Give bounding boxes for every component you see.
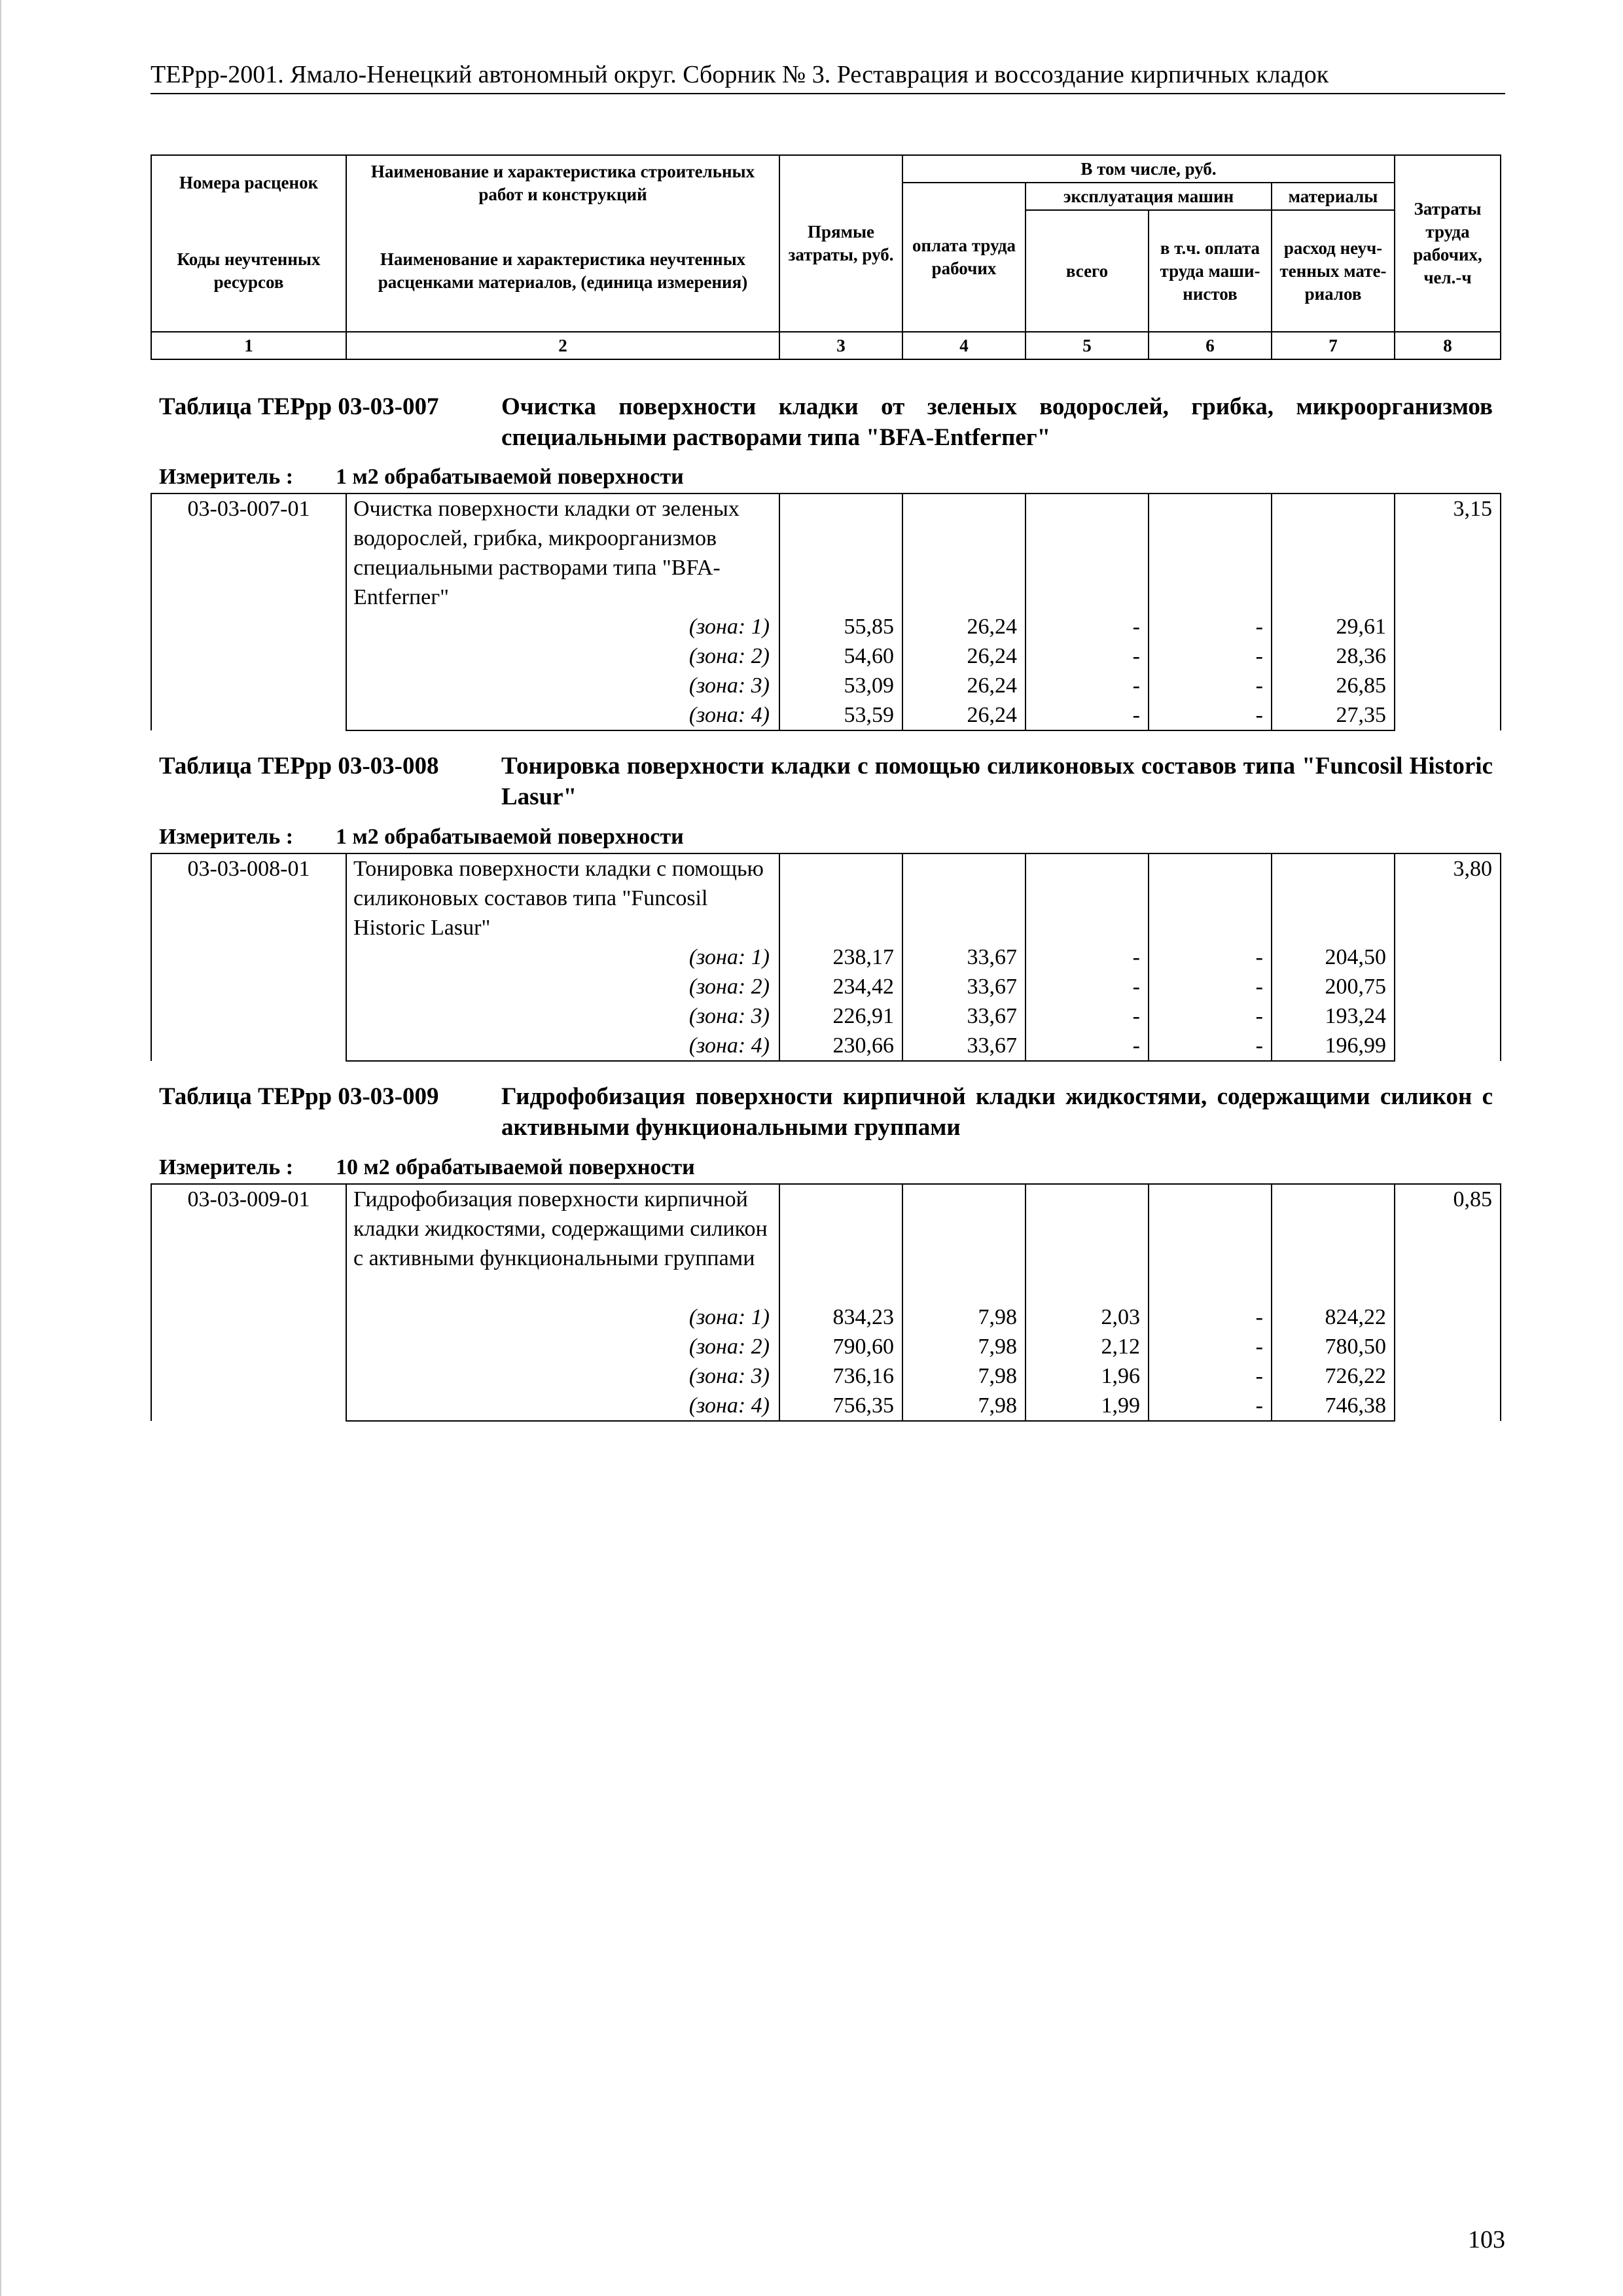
zone-label: (зона: 1) <box>346 942 779 972</box>
machines-total: 2,12 <box>1026 1332 1149 1361</box>
table-row <box>151 972 1501 1001</box>
table-row <box>151 612 1501 641</box>
worker-pay: 33,67 <box>902 972 1026 1001</box>
machinists-pay: - <box>1149 1361 1272 1391</box>
zone-label: (зона: 3) <box>346 671 779 700</box>
direct-cost: 234,42 <box>779 972 902 1001</box>
measure-value: 1 м2 обрабатываемой поверхности <box>336 465 684 489</box>
hdr-work-name: Наименование и характеристика строительных работ и конструкций <box>346 155 779 210</box>
machines-total: 1,96 <box>1026 1361 1149 1391</box>
machines-total: - <box>1026 671 1149 700</box>
hdr-labor-costs: Затраты труда рабочих, чел.-ч <box>1395 155 1501 332</box>
table-row <box>151 700 1501 730</box>
materials-cost: 28,36 <box>1272 641 1395 671</box>
worker-pay: 33,67 <box>902 1031 1026 1061</box>
hdr-total: всего <box>1026 210 1149 332</box>
materials-cost: 824,22 <box>1272 1302 1395 1332</box>
machines-total: 2,03 <box>1026 1302 1149 1332</box>
materials-cost: 196,99 <box>1272 1031 1395 1061</box>
running-header: ТЕРрр-2001. Ямало-Ненецкий автономный округ. Сборник № 3. Реставрация и воссоздание кирпичных кладок <box>151 61 1329 88</box>
worker-pay: 26,24 <box>902 612 1026 641</box>
hdr-materials: материалы <box>1272 183 1395 210</box>
direct-cost: 238,17 <box>779 942 902 972</box>
labor-value: 3,80 <box>1395 853 1501 1061</box>
materials-cost: 27,35 <box>1272 700 1395 730</box>
materials-cost: 193,24 <box>1272 1001 1395 1031</box>
labor-value: 3,15 <box>1395 493 1501 730</box>
measure-value: 1 м2 обрабатываемой поверхности <box>336 825 684 849</box>
direct-cost: 834,23 <box>779 1302 902 1332</box>
hdr-material-names: Наименование и характеристика неучтенных расценками материалов, (единица измерения) <box>346 210 779 332</box>
hdr-resource-codes: Коды неучтенных ресурсов <box>151 210 346 332</box>
materials-cost: 26,85 <box>1272 671 1395 700</box>
col-number: 2 <box>346 332 779 359</box>
page-edge <box>0 0 1 2296</box>
col-number: 8 <box>1395 332 1501 359</box>
table-title: Гидрофобизация поверхности кирпичной кладки жидкостями, содержащими силикон с активными функциональными группами <box>501 1083 1493 1141</box>
table-code: Таблица ТЕРрр 03-03-009 <box>159 1083 439 1110</box>
worker-pay: 7,98 <box>902 1391 1026 1421</box>
table-row <box>151 641 1501 671</box>
direct-cost: 736,16 <box>779 1361 902 1391</box>
machinists-pay: - <box>1149 1332 1272 1361</box>
materials-cost: 204,50 <box>1272 942 1395 972</box>
materials-cost: 746,38 <box>1272 1391 1395 1421</box>
worker-pay: 26,24 <box>902 671 1026 700</box>
direct-cost: 790,60 <box>779 1332 902 1361</box>
table-title: Тонировка поверхности кладки с помощью силиконовых составов типа "Funcosil Historic Lasur" <box>501 753 1493 810</box>
hdr-unaccounted-materials: расход неуч- тенных мате- риалов <box>1272 210 1395 332</box>
materials-cost: 200,75 <box>1272 972 1395 1001</box>
table-row <box>151 1031 1501 1061</box>
direct-cost: 54,60 <box>779 641 902 671</box>
direct-cost: 756,35 <box>779 1391 902 1421</box>
worker-pay: 7,98 <box>902 1361 1026 1391</box>
machinists-pay: - <box>1149 671 1272 700</box>
machines-total: - <box>1026 641 1149 671</box>
direct-cost: 226,91 <box>779 1001 902 1031</box>
zone-label: (зона: 4) <box>346 1031 779 1061</box>
zone-label: (зона: 2) <box>346 1332 779 1361</box>
table-row <box>151 1001 1501 1031</box>
machines-total: - <box>1026 1001 1149 1031</box>
rate-code: 03-03-007-01 <box>151 493 346 730</box>
hdr-machinist-pay: в т.ч. оплата труда маши- нистов <box>1149 210 1272 332</box>
direct-cost: 230,66 <box>779 1031 902 1061</box>
machinists-pay: - <box>1149 700 1272 730</box>
table-title: Очистка поверхности кладки от зеленых водорослей, грибка, микроорганизмов специальными растворами типа "BFA-Entfеrпег" <box>501 393 1493 451</box>
measure-line <box>159 825 684 850</box>
worker-pay: 33,67 <box>902 942 1026 972</box>
materials-cost: 726,22 <box>1272 1361 1395 1391</box>
machines-total: - <box>1026 972 1149 1001</box>
col-number: 6 <box>1149 332 1272 359</box>
direct-cost: 55,85 <box>779 612 902 641</box>
table-code: Таблица ТЕРрр 03-03-007 <box>159 393 439 420</box>
measure-value: 10 м2 обрабатываемой поверхности <box>336 1155 695 1179</box>
hdr-including: В том числе, руб. <box>902 155 1395 183</box>
zone-label: (зона: 3) <box>346 1001 779 1031</box>
labor-value: 0,85 <box>1395 1184 1501 1421</box>
machinists-pay: - <box>1149 942 1272 972</box>
table-row <box>151 1184 1501 1302</box>
col-number: 1 <box>151 332 346 359</box>
machinists-pay: - <box>1149 1031 1272 1061</box>
col-number: 3 <box>779 332 902 359</box>
materials-cost: 780,50 <box>1272 1332 1395 1361</box>
materials-cost: 29,61 <box>1272 612 1395 641</box>
machines-total: - <box>1026 612 1149 641</box>
rate-name: Гидрофобизация поверхности кирпичной кладки жидкостями, содержащими силикон с активными функциональными группами <box>346 1184 779 1302</box>
machinists-pay: - <box>1149 1391 1272 1421</box>
rate-name: Очистка поверхности кладки от зеленых водорослей, грибка, микроорганизмов специальными растворами типа "BFA-Entfеrпег" <box>346 493 779 612</box>
table-row <box>151 942 1501 972</box>
machinists-pay: - <box>1149 1001 1272 1031</box>
zone-label: (зона: 1) <box>346 1302 779 1332</box>
hdr-machine-operation: эксплуатация машин <box>1026 183 1272 210</box>
table-row <box>151 1391 1501 1421</box>
table-row <box>151 671 1501 700</box>
measure-label: Измеритель : <box>159 465 294 489</box>
zone-label: (зона: 4) <box>346 700 779 730</box>
measure-line <box>159 465 684 490</box>
machines-total: - <box>1026 1031 1149 1061</box>
rate-table <box>151 853 1501 1062</box>
col-number: 4 <box>902 332 1026 359</box>
table-row <box>151 1302 1501 1332</box>
zone-label: (зона: 2) <box>346 641 779 671</box>
rate-code: 03-03-008-01 <box>151 853 346 1061</box>
rate-code: 03-03-009-01 <box>151 1184 346 1421</box>
zone-label: (зона: 4) <box>346 1391 779 1421</box>
worker-pay: 7,98 <box>902 1332 1026 1361</box>
rate-table <box>151 1183 1501 1422</box>
col-number: 7 <box>1272 332 1395 359</box>
rate-table <box>151 493 1501 731</box>
table-row <box>151 853 1501 942</box>
zone-label: (зона: 1) <box>346 612 779 641</box>
table-row <box>151 1361 1501 1391</box>
measure-label: Измеритель : <box>159 825 294 849</box>
worker-pay: 26,24 <box>902 641 1026 671</box>
direct-cost: 53,09 <box>779 671 902 700</box>
col-number: 5 <box>1026 332 1149 359</box>
machines-total: 1,99 <box>1026 1391 1149 1421</box>
measure-label: Измеритель : <box>159 1155 294 1179</box>
header-rule <box>151 93 1505 94</box>
direct-cost: 53,59 <box>779 700 902 730</box>
machinists-pay: - <box>1149 641 1272 671</box>
table-row <box>151 1332 1501 1361</box>
machinists-pay: - <box>1149 612 1272 641</box>
rate-name: Тонировка поверхности кладки с помощью силиконовых составов типа "Funcosil Historic Lasur" <box>346 853 779 942</box>
worker-pay: 33,67 <box>902 1001 1026 1031</box>
measure-line <box>159 1155 695 1180</box>
worker-pay: 26,24 <box>902 700 1026 730</box>
column-header-table <box>151 154 1501 360</box>
machines-total: - <box>1026 700 1149 730</box>
table-code: Таблица ТЕРрр 03-03-008 <box>159 753 439 780</box>
worker-pay: 7,98 <box>902 1302 1026 1332</box>
machinists-pay: - <box>1149 972 1272 1001</box>
zone-label: (зона: 2) <box>346 972 779 1001</box>
table-row <box>151 493 1501 612</box>
hdr-rate-numbers: Номера расценок <box>151 155 346 210</box>
machines-total: - <box>1026 942 1149 972</box>
page-number: 103 <box>1468 2226 1505 2253</box>
hdr-direct-costs: Прямые затраты, руб. <box>779 155 902 332</box>
zone-label: (зона: 3) <box>346 1361 779 1391</box>
machinists-pay: - <box>1149 1302 1272 1332</box>
hdr-worker-pay: оплата труда рабочих <box>902 183 1026 332</box>
